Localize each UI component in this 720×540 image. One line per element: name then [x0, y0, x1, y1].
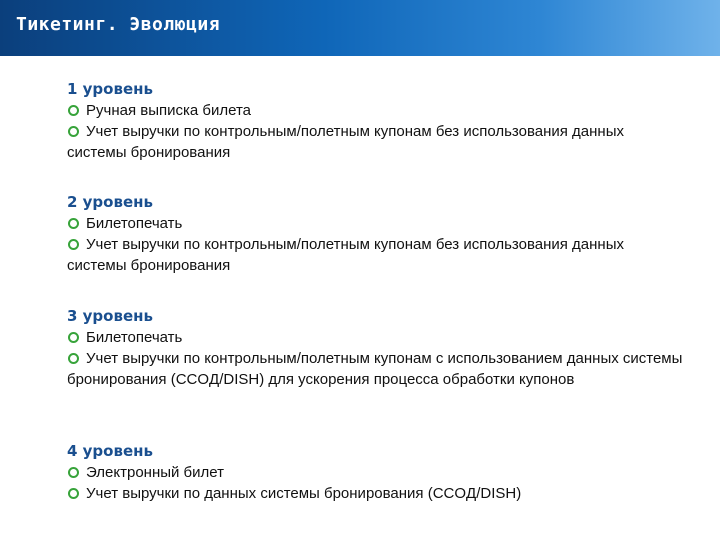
slide-title: Тикетинг. Эволюция [16, 14, 221, 35]
level-3-item-1-text: Билетопечать [86, 329, 183, 346]
level-1-list [67, 100, 687, 163]
level-4-item-1-text: Электронный билет [86, 464, 224, 481]
bullet-circle-icon [68, 332, 79, 343]
level-3-section [67, 305, 687, 390]
level-4-title: 4 уровень [67, 442, 153, 460]
level-1-section [67, 78, 687, 163]
level-2-item-1-text: Билетопечать [86, 215, 183, 232]
level-4-list [67, 462, 687, 504]
level-3-item-2 [67, 348, 687, 390]
bullet-circle-icon [68, 488, 79, 499]
level-2-section [67, 191, 687, 276]
level-3-list [67, 327, 687, 390]
level-3-title: 3 уровень [67, 307, 153, 325]
level-1-title: 1 уровень [67, 80, 153, 98]
bullet-circle-icon [68, 126, 79, 137]
level-1-item-1-text: Ручная выписка билета [86, 102, 251, 119]
level-2-list [67, 213, 687, 276]
level-4-item-2 [67, 483, 687, 504]
bullet-circle-icon [68, 353, 79, 364]
level-1-item-2 [67, 121, 687, 163]
bullet-circle-icon [68, 105, 79, 116]
level-4-section [67, 440, 687, 504]
bullet-circle-icon [68, 239, 79, 250]
bullet-circle-icon [68, 218, 79, 229]
level-3-item-1 [67, 327, 687, 348]
bullet-circle-icon [68, 467, 79, 478]
level-1-item-2-text: Учет выручки по контрольным/полетным купонам без использования данных системы бронирования [67, 123, 625, 161]
level-2-title: 2 уровень [67, 193, 153, 211]
level-2-item-2 [67, 234, 687, 276]
level-4-item-1 [67, 462, 687, 483]
level-3-item-2-text: Учет выручки по контрольным/полетным купонам с использованием данных системы бронирования (CCOД/DISH) для ускорения процесса обработки купонов [67, 350, 683, 388]
level-1-item-1 [67, 100, 687, 121]
level-2-item-1 [67, 213, 687, 234]
level-4-item-2-text: Учет выручки по данных системы бронирования (CCOД/DISH) [86, 485, 522, 502]
title-bar [0, 0, 720, 56]
level-2-item-2-text: Учет выручки по контрольным/полетным купонам без использования данных системы бронирования [67, 236, 625, 274]
